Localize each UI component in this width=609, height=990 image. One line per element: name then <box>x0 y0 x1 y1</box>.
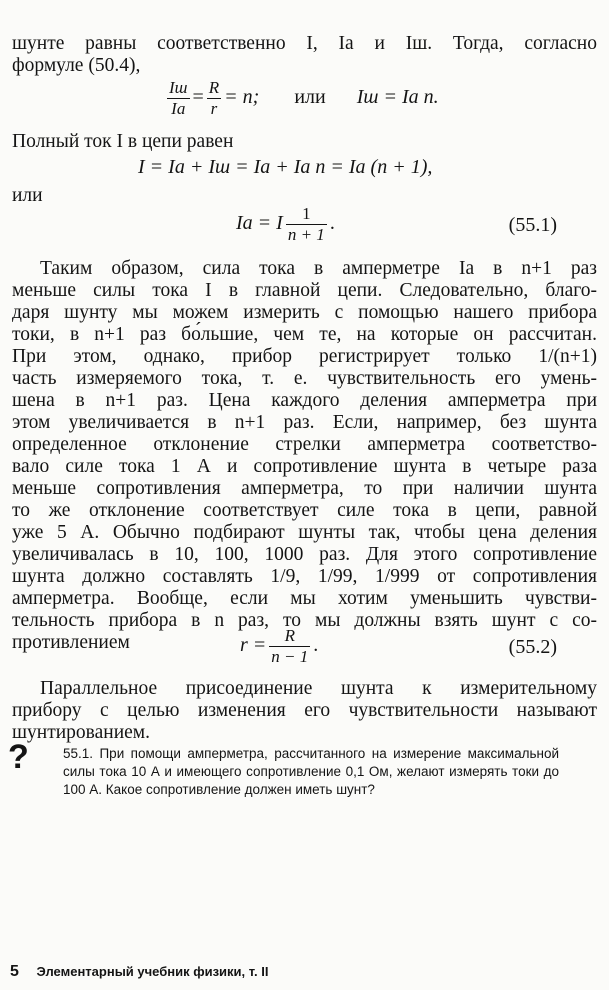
paragraph-line: шунте равны соответственно I, Iа и Iш. Тогда, согласно <box>12 33 597 54</box>
fraction-denominator: Iа <box>171 99 186 118</box>
formula-connector: или <box>294 86 326 109</box>
paragraph-line: При этом, однако, прибор регистрирует только 1/(n+1) <box>12 346 597 367</box>
paragraph-line: даря шунту мы можем измерить с помощью нашего прибора <box>12 302 597 323</box>
formula-tail: . <box>313 634 319 657</box>
fraction-numerator: R <box>208 78 220 97</box>
page-number: 5 <box>10 963 19 980</box>
paragraph-line: увеличивалась в 10, 100, 1000 раз. Для этого сопротивление <box>12 544 597 565</box>
paragraph-line: Полный ток I в цепи равен <box>12 131 234 152</box>
formula-tail: = n; <box>224 86 260 109</box>
paragraph-line: Параллельное присоединение шунта к измерительному <box>40 678 597 699</box>
paragraph-line: противлением <box>12 632 130 653</box>
paragraph-line: тельность прибора в n раз, то мы должны взять шунт с со- <box>12 610 597 631</box>
paragraph-line: определенное отклонение стрелки амперметра соответство- <box>12 434 597 455</box>
paragraph-line: шунтированием. <box>12 722 151 743</box>
exercise-55-1: 55.1. При помощи амперметра, рассчитанного на измерение максимальной силы тока 10 А и имеющего сопротивление 0,1 Ом, желают измерять токи до 100 А. Какое сопротивление должен иметь шунт? <box>63 746 559 797</box>
book-title: Элементарный учебник физики, т. II <box>36 964 269 979</box>
paragraph-line: то же отклонение соответствует силе тока в цепи, равной <box>12 500 597 521</box>
paragraph-line: формуле (50.4), <box>12 55 141 76</box>
paragraph-line: шена в n+1 раз. Цена каждого деления амперметра при <box>12 390 597 411</box>
page-footer <box>10 963 268 981</box>
paragraph-line: уже 5 А. Обычно подбирают шунты так, чтобы цена деления <box>12 522 597 543</box>
paragraph-line: Таким образом, сила тока в амперметре Iа в n+1 раз <box>40 258 597 279</box>
fraction-denominator: n − 1 <box>271 647 309 666</box>
formula-shunt-ratio: $\frac{Iш}{Iа}$ = $\frac{R}{r}$ = n; или Iш = Iа n. <box>169 78 439 118</box>
connector-text: или <box>12 185 43 206</box>
paragraph-line: меньше сопротивления амперметра, то при наличии шунта <box>12 478 597 499</box>
fraction-denominator: r <box>210 99 218 118</box>
formula-lhs: r = <box>240 634 267 657</box>
formula-alt: Iш = Iа n. <box>356 86 439 109</box>
paragraph-line: шунта должно составлять 1/9, 1/99, 1/999 от сопротивления <box>12 566 597 587</box>
paragraph-line: меньше силы тока I в главной цепи. Следовательно, благо- <box>12 280 597 301</box>
fraction-numerator: R <box>269 626 310 647</box>
formula-tail: . <box>329 212 335 235</box>
paragraph-line: часть измеряемого тока, т. е. чувствительность его умень- <box>12 368 597 389</box>
paragraph-line: токи, в n+1 раз бо́льшие, чем те, на которые он рассчитан. <box>12 324 597 345</box>
formula-lhs: Iа = I <box>236 212 283 235</box>
paragraph-line: прибору с целью изменения его чувствительности называют <box>12 700 597 721</box>
fraction-numerator: Iш <box>169 78 188 97</box>
equation-number: (55.2) <box>508 636 557 658</box>
formula-55-2 <box>240 626 318 667</box>
formula-55-1 <box>236 204 335 245</box>
equation-number: (55.1) <box>508 214 557 236</box>
question-mark-icon: ? <box>8 738 29 776</box>
fraction-numerator: 1 <box>286 204 327 225</box>
fraction-denominator: n + 1 <box>287 225 325 244</box>
formula-total-current: I = Iа + Iш = Iа + Iа n = Iа (n + 1), <box>138 156 433 178</box>
paragraph-line: вало силе тока 1 А и сопротивление шунта в четыре раза <box>12 456 597 477</box>
paragraph-line: этом увеличивается в n+1 раз. Если, например, без шунта <box>12 412 597 433</box>
paragraph-line: амперметра. Вообще, если мы хотим уменьшить чувстви- <box>12 588 597 609</box>
